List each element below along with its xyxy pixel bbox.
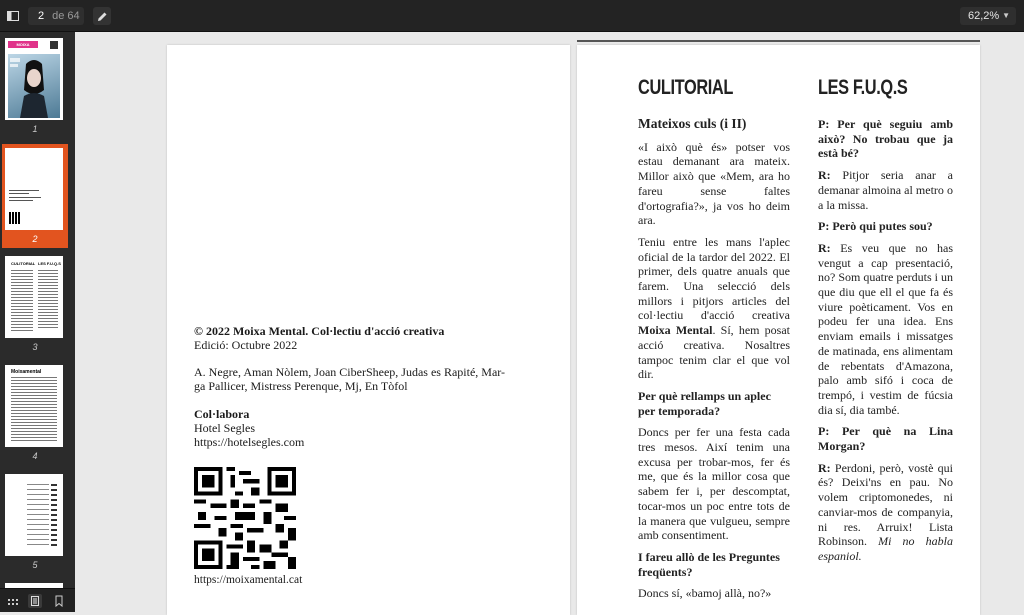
thumbnail-page-5[interactable]	[5, 474, 63, 556]
grid-icon[interactable]	[6, 594, 20, 608]
authors-line-1: A. Negre, Aman Nòlem, Joan CiberSheep, Judas es Rapité, Mar-	[194, 365, 506, 379]
thumbnail-page-1[interactable]	[5, 38, 63, 120]
culitorial-subtitle: Mateixos culs (i II)	[638, 116, 747, 131]
fuqs-answer-3: R: Perdoni, però, vostè qui és? Deixi'ns en pau. No volem criptomonedes, ni canviar-mos de companyia, ni res. Arruix! Lista Robinson. Mi no habla espaniol.	[818, 460, 953, 563]
fuqs-question-3: P: Per què na Lina Morgan?	[818, 424, 953, 454]
collab-title: Col·labora	[194, 407, 250, 421]
culitorial-question-1: Per què rellamps un aplec per temporada?	[638, 388, 771, 418]
page-top-rule	[577, 40, 980, 42]
page-count: de 64	[52, 10, 80, 22]
copyright-line: © 2022 Moixa Mental. Col·lectiu d'acció creativa	[194, 324, 445, 338]
culitorial-paragraph-3: Doncs per fer una festa cada tres mesos. Així tenim una excusa per trobar-mos, fer és me, que és la millor cosa que sabem fer i, per descomptat, tocar-mos un poc entre tots de la manera que vulgueu, sempre amb consentiment.	[638, 425, 790, 543]
culitorial-column	[638, 117, 790, 608]
page-3	[577, 45, 980, 615]
cover-title: MOIXA MENTAL	[8, 41, 38, 48]
fuqs-answer-2: R: Es veu que no has vengut a cap presentació, no? Som quatre perduts i un que diu que ell el que fa és viure poèticament. Vos en podeu fer una idea. Ens enviam emails i missatges de matinada, ens alimentam de rebentats d'Amazona, palo amb sifó i coca de trempó, i vestim de fúcsia dia sí, dia també.	[818, 240, 953, 417]
page-number-field[interactable]	[28, 7, 84, 25]
zoom-select[interactable]	[960, 7, 1016, 25]
collab-url[interactable]: https://hotelsegles.com	[194, 435, 305, 449]
thumbnail-label-5: 5	[32, 560, 38, 570]
authors-line-2: ga Pallicer, Mistress Perenque, Mj, En Tòfol	[194, 379, 408, 393]
sidebar-icon[interactable]	[4, 7, 22, 25]
pencil-icon[interactable]	[93, 7, 111, 25]
sidebar-bottom-bar	[0, 588, 75, 612]
collab-name: Hotel Segles	[194, 421, 255, 435]
thumbnail-sidebar	[0, 32, 75, 612]
edition-line: Edició: Octubre 2022	[194, 338, 298, 352]
fuqs-heading: LES F.U.Q.S	[818, 76, 908, 99]
thumbnail-page-3[interactable]	[5, 256, 63, 338]
thumbnail-label-3: 3	[32, 342, 38, 352]
thumbnail-label-1: 1	[32, 124, 38, 134]
cover-badge	[50, 41, 58, 49]
thumbnail-label-2: 2	[32, 234, 38, 244]
top-toolbar	[0, 0, 1024, 32]
document-viewer[interactable]	[75, 32, 1024, 612]
bookmark-icon[interactable]	[52, 594, 66, 608]
qr-url[interactable]: https://moixamental.cat	[194, 574, 303, 586]
page-2	[167, 45, 570, 615]
thumbnail-label-4: 4	[32, 451, 38, 461]
fuqs-answer-1: R: Pitjor seria anar a demanar almoina al metro o a la missa.	[818, 168, 953, 212]
thumbnail-page-4[interactable]	[5, 365, 63, 447]
qr-code-icon	[9, 212, 21, 224]
qr-code-icon	[194, 467, 296, 569]
culitorial-paragraph-4: Doncs sí, «bamoj allà, no?»	[638, 586, 772, 601]
thumb-right-head: LES F.U.Q.S	[38, 261, 61, 266]
document-icon[interactable]	[28, 594, 42, 608]
chevron-down-icon: ▼	[1002, 11, 1010, 20]
thumb-title: Moixamental	[11, 369, 42, 375]
fuqs-question-2: P: Però qui putes sou?	[818, 219, 933, 234]
fuqs-column	[818, 117, 953, 571]
current-page: 2	[38, 10, 45, 22]
culitorial-question-2: I fareu allò de les Preguntes freqüents?	[638, 549, 780, 579]
zoom-value: 62,2%	[968, 10, 1000, 22]
cover-image	[8, 54, 60, 118]
culitorial-paragraph-2: Teniu entre les mans l'aplec oficial de la tardor del 2022. El primer, dels quatre anuals que farem. Una selecció dels millors i pitjors articles del col·lectiu d'acció creativa Moixa Mental. Sí, hem posat acció creativa. Nosaltres tampoc tenim clar el que vol dir.	[638, 234, 790, 382]
thumb-left-head: CULITORIAL	[11, 261, 36, 266]
fuqs-question-1: P: Per què seguiu amb això? No trobau que ja està bé?	[818, 117, 953, 161]
thumbnail-page-2[interactable]	[5, 148, 63, 230]
culitorial-paragraph-1: «I això què és» potser vos estau demanant ara mateix. Millor això que «Mem, ara ho fareu sense faltes d'ortografia?», ja vos ho deim ara.	[638, 139, 790, 228]
culitorial-heading: CULITORIAL	[638, 76, 733, 99]
